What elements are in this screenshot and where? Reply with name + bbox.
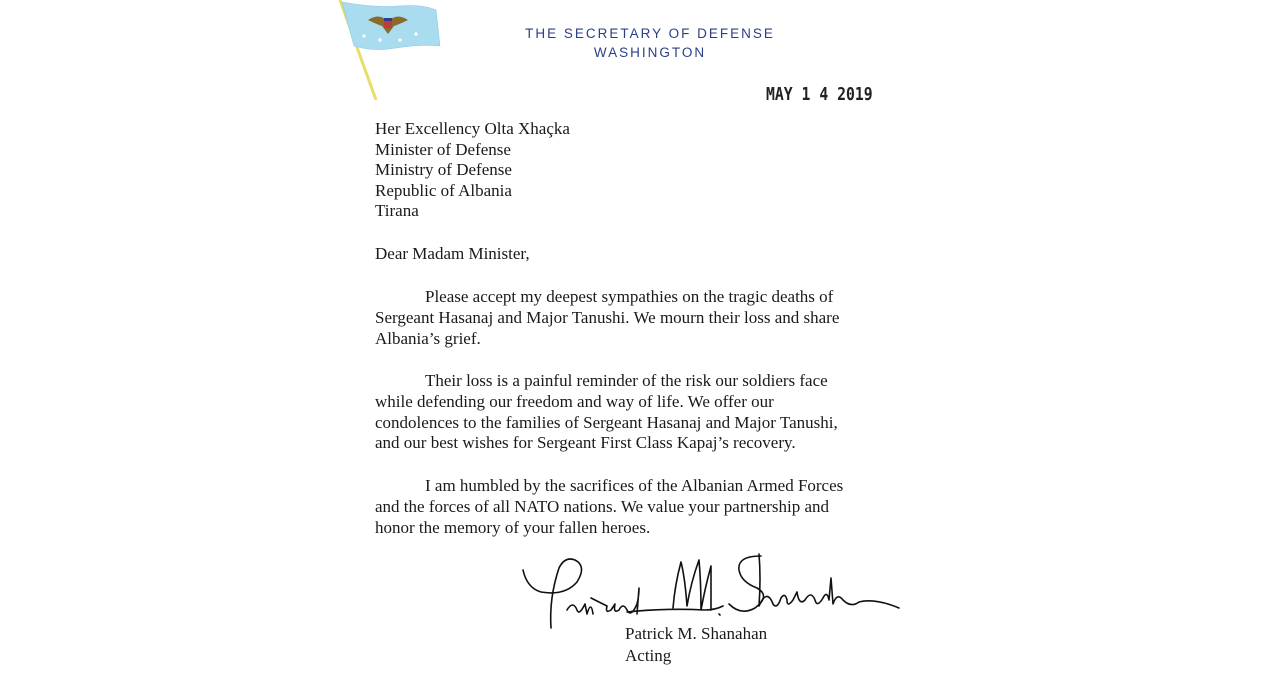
signer-name: Patrick M. Shanahan: [625, 624, 768, 643]
paragraph-line: Sergeant Hasanaj and Major Tanushi. We mourn their loss and share: [375, 307, 840, 327]
letter-date: MAY 1 4 2019: [766, 84, 873, 105]
paragraph-3: [375, 476, 843, 538]
secretary-flag-icon: [336, 0, 446, 100]
paragraph-line: while defending our freedom and way of life. We offer our: [375, 391, 774, 411]
recipient-line: Ministry of Defense: [375, 160, 512, 180]
paragraph-line: and our best wishes for Sergeant First Class Kapaj’s recovery.: [375, 433, 796, 453]
letterhead-city: WASHINGTON: [593, 45, 707, 60]
recipient-line: Minister of Defense: [375, 139, 511, 159]
paragraph-line: I am humbled by the sacrifices of the Albanian Armed Forces: [425, 476, 844, 495]
paragraph-line: Please accept my deepest sympathies on the tragic deaths of: [425, 287, 834, 306]
handwritten-signature: [515, 548, 915, 633]
recipient-line: Her Excellency Olta Xhaçka: [375, 119, 570, 138]
letterhead-title: THE SECRETARY OF DEFENSE: [525, 26, 775, 41]
salutation: Dear Madam Minister,: [375, 244, 530, 263]
paragraph-line: Albania’s grief.: [375, 328, 481, 348]
paragraph-line: and the forces of all NATO nations. We value your partnership and: [375, 496, 830, 516]
signature-block: [625, 623, 767, 667]
paragraph-line: Their loss is a painful reminder of the risk our soldiers face: [425, 371, 828, 390]
signer-title: Acting: [625, 646, 672, 665]
recipient-line: Tirana: [375, 201, 419, 221]
letterhead: [500, 24, 800, 62]
paragraph-line: honor the memory of your fallen heroes.: [375, 517, 651, 537]
paragraph-1: [375, 287, 839, 349]
recipient-line: Republic of Albania: [375, 180, 512, 200]
paragraph-line: condolences to the families of Sergeant Hasanaj and Major Tanushi,: [375, 412, 838, 432]
paragraph-2: [375, 371, 838, 454]
recipient-address: [375, 119, 570, 222]
